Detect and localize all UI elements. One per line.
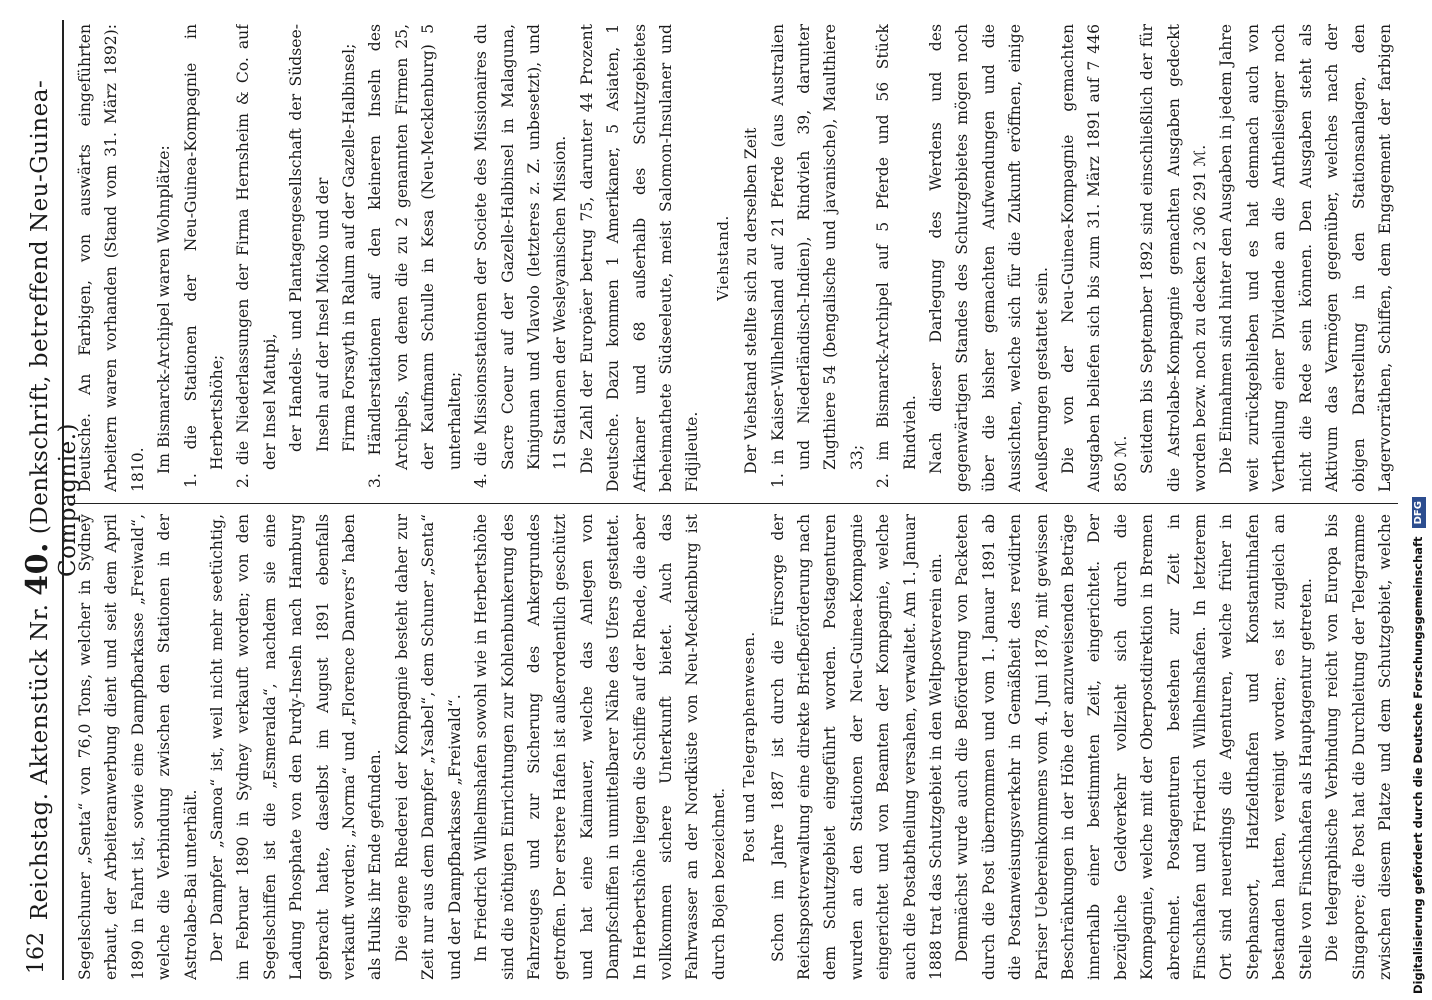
list-item: 1. in Kaiser-Wilhelmsland auf 21 Pferde (aus Australien und Niederländisch-Indien), Rindvieh 39, darunter Zugthiere 54 (bengalische und javanische), Maulthiere 33; — [768, 24, 866, 488]
rotated-document-page — [8, 20, 1408, 980]
list-item: 2. im Bismarck-Archipel auf 5 Pferde und 56 Stück Rindvieh. — [874, 24, 919, 488]
digitization-sidebar — [1405, 0, 1432, 1000]
paragraph: In Friedrich Wilhelmshafen sowohl wie in Herbertshöhe sind die nöthigen Einrichtungen zur Kohlenbunkerung des Fahrzeuges und zur Sicherung des Ankergrundes getroffen. Der erstere Hafen ist außerordentlich geschützt und hat eine Kaimauer, welche das Anlegen von Dampfschiffen in unmittelbarer Nähe des Ufers gestattet. In Herbertshöhe liegen die Schiffe auf der Rhede, die aber vollkommen sichere Unterkunft bietet. Auch das Fahrwasser an der Nordküste von Neu-Mecklenburg ist durch Bojen bezeichnet. — [472, 514, 728, 980]
paragraph: Seitdem bis September 1892 sind einschließlich der für die Astrolabe-Kompagnie gemachten Ausgaben gedeckt worden bezw. noch zu decken 2 306 291 ℳ. — [1138, 24, 1210, 492]
header-rule — [62, 20, 64, 980]
left-column — [72, 514, 1398, 980]
paragraph: Die von der Neu-Guinea-Kompagnie gemachten Ausgaben beliefen sich bis zum 31. März 1891 auf 7 446 850 ℳ. — [1059, 24, 1130, 492]
paragraph: Die telegraphische Verbindung reicht von Europa bis Singapore; die Post hat die Durchleitung der Telegramme zwischen diesem Platze und dem Schutzgebiet, welche — [1323, 514, 1394, 980]
paragraph: Im Bismarck-Archipel waren Wohnplätze: — [155, 145, 174, 474]
paragraph: Der Dampfer „Samoa“ ist, weil nicht mehr seetüchtig, im Februar 1890 in Sydney verkauft worden; von den Segelschiffen ist die „Esmeralda“, nachdem sie eine Ladung Phosphate von den Purdy-Inseln nach Hamburg gebracht hatte, daselbst im August 1891 ebenfalls verkauft worden; „Norma“ und „Florence Danvers“ haben als Hulks ihr Ende gefunden. — [208, 514, 385, 980]
paragraph: Deutsche. An Farbigen, von auswärts eingeführten Arbeitern waren vorhanden (Stand vom 31. März 1892): 1810. — [76, 24, 147, 492]
dfg-logo: DFG — [1412, 497, 1426, 528]
page-number: 162 — [24, 932, 49, 974]
paragraph: Nach dieser Darlegung des Werdens und des gegenwärtigen Standes des Schutzgebietes mögen noch über die bisher gemachten Aufwendungen und die Aussichten, welche sich für die Zukunft eröffnen, einige Aeußerungen gestattet sein. — [927, 24, 1051, 492]
list-item: 2. die Niederlassungen der Firma Hernsheim & Co. auf der Insel Matupi, — [234, 24, 279, 488]
paragraph: Die Zahl der Europäer betrug 75, darunter 44 Prozent Deutsche. Dazu kommen 1 Amerikaner, 5 Asiaten, 1 Afrikaner und 68 außerhalb des Schutzgebietes beheimathete Südseeleute, meist Salomon-Insulaner und Fidjileute. — [577, 24, 702, 492]
list-item: 3. Händlerstationen auf den kleineren Inseln des Archipels, von denen die zu 2 genannten Firmen 25, der Kaufmann Schulle in Kesa (Neu-Mecklenburg) 5 unterhalten; — [366, 24, 464, 488]
page-header — [8, 20, 81, 980]
document-number: 40. — [20, 542, 55, 596]
list-item-continuation: Firma Forsayth in Ralum auf der Gazelle-Halbinsel; — [340, 43, 359, 452]
sidebar-credit — [1405, 4, 1432, 994]
paragraph: Demnächst wurde auch die Beförderung von Packeten durch die Post übernommen und vom 1. Januar 1891 ab die Postanweisungsverkehr in Gemäßheit des revidirten Pariser Uebereinkommens vom 4. Juni 1878, mit gewissen Beschränkungen in der Höhe der anzuweisenden Beträge innerhalb einer bestimmten Zeit, eingerichtet. Der bezügliche Geldverkehr vollzieht sich durch die Kompagnie, welche mit der Oberpostdirektion in Bremen abrechnet. Postagenturen bestehen zur Zeit in Finschhafen und Friedrich Wilhelmshafen. In letzterem Ort sind neuerdings die Agenturen, welche früher in Stephansort, Hatzfeldthafen und Konstantinhafen bestanden hatten, vereinigt worden; es ist zugleich an Stelle von Finschhafen als Hauptagentur getreten. — [953, 514, 1315, 980]
sidebar-credit-text: Digitalisierung gefördert durch die Deutsche Forschungsgemeinschaft — [1411, 536, 1425, 994]
list-item-continuation: der Handels- und Plantagengesellschaft der Südsee-Inseln auf der Insel Mioko und der — [287, 24, 332, 452]
title-prefix: Reichstag. Aktenstück Nr. — [27, 603, 53, 921]
list-item: 1. die Stationen der Neu-Guinea-Kompagnie in Herbertshöhe; — [181, 24, 227, 488]
paragraph: Schon im Jahre 1887 ist durch die Fürsorge der Reichspostverwaltung eine direkte Briefbeförderung nach dem Schutzgebiet eingeführt worden. Postagenturen wurden an den Stationen der Neu-Guinea-Kompagnie eingerichtet und von Beamten der Kompagnie, welche auch die Postabtheilung versahen, verwaltet. Am 1. Januar 1888 trat das Schutzgebiet in den Weltpostverein ein. — [768, 514, 945, 980]
paragraph: Die Einnahmen sind hinter den Ausgaben in jedem Jahre weit zurückgeblieben und es hat demnach auch von Vertheilung einer Dividende an die Antheilseigner noch nicht die Rede sein können. Den Ausgaben steht als Aktivum das Vermögen gegenüber, welches nach der obigen Darstellung in den Stationsanlagen, den Lagervorräthen, Schiffen, dem Engagement der farbigen — [1217, 24, 1394, 492]
title-suffix: (Denkschrift, betreffend Neu-Guinea-Compagnie.) — [27, 79, 81, 577]
column-divider — [68, 503, 1398, 504]
paragraph: Die eigene Rhederei der Kompagnie besteht daher zur Zeit nur aus dem Dampfer „Ysabel“, dem Schuner „Senta“ und der Dampfbarkasse „Freiwald“. — [392, 514, 464, 980]
list-item: 4. die Missionsstationen der Societe des Missionaires du Sacre Coeur auf der Gazelle-Halbinsel in Malaguna, Kinigunan und Vlavolo (letzteres z. Z. unbesetzt), und 11 Stationen der Wesleyanischen Mission. — [472, 24, 570, 488]
paragraph: Der Viehstand stellte sich zu derselben Zeit — [742, 127, 761, 474]
right-column — [72, 24, 1398, 492]
paragraph: Segelschuner „Senta“ von 76,0 Tons, welcher in Sydney erbaut, der Arbeiteranwerbung dient und seit dem April 1890 in Fahrt ist, sowie eine Dampfbarkasse „Freiwald“, welche die Verbindung zwischen den Stationen in der Astrolabe-Bai unterhält. — [76, 514, 200, 980]
section-heading-post: Post und Telegraphenwesen. — [740, 631, 759, 863]
section-heading-livestock: Viehstand. — [713, 215, 732, 301]
